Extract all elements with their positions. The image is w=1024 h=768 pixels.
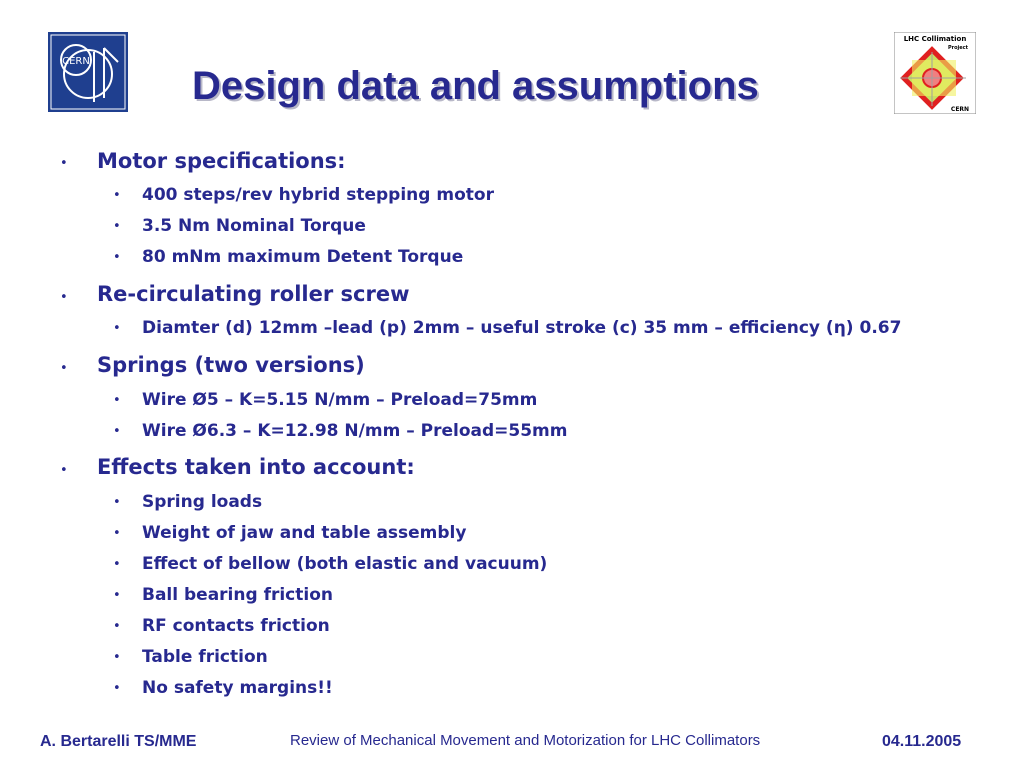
- list-item: Table friction: [142, 647, 268, 667]
- bullet-icon: •: [113, 250, 121, 265]
- bullet-icon: •: [113, 650, 121, 665]
- list-item: Effect of bellow (both elastic and vacuum): [142, 554, 548, 574]
- bullet-icon: •: [113, 681, 121, 696]
- bullet-icon: •: [113, 321, 121, 336]
- footer-talk-title: Review of Mechanical Movement and Motorization for LHC Collimators: [290, 732, 761, 749]
- bullet-icon: •: [113, 588, 121, 603]
- list-item: Diamter (d) 12mm –lead (p) 2mm – useful stroke (c) 35 mm – efficiency (η) 0.67: [142, 318, 902, 338]
- bullet-icon: •: [113, 393, 121, 408]
- list-item: Ball bearing friction: [142, 585, 333, 605]
- section-heading: Motor specifications:: [97, 149, 346, 173]
- list-item: No safety margins!!: [142, 678, 333, 698]
- section-heading: Effects taken into account:: [97, 455, 415, 479]
- list-item: Spring loads: [142, 492, 263, 512]
- list-item: RF contacts friction: [142, 616, 330, 636]
- bullet-icon: •: [60, 156, 68, 171]
- list-item: Wire Ø5 – K=5.15 N/mm – Preload=75mm: [142, 390, 538, 410]
- bullet-icon: •: [113, 619, 121, 634]
- lhc-collimation-logo: [894, 32, 976, 114]
- bullet-icon: •: [60, 463, 68, 478]
- section-heading: Springs (two versions): [97, 353, 365, 377]
- bullet-icon: •: [113, 424, 121, 439]
- bullet-icon: •: [113, 219, 121, 234]
- lhc-logo-line3: CERN: [950, 106, 970, 113]
- list-item: 3.5 Nm Nominal Torque: [142, 216, 366, 236]
- cern-logo-text: CERN: [62, 56, 90, 67]
- bullet-icon: •: [60, 290, 68, 305]
- bullet-icon: •: [113, 526, 121, 541]
- list-item: 80 mNm maximum Detent Torque: [142, 247, 464, 267]
- page-title: Design data and assumptions: [192, 64, 759, 108]
- lhc-logo-line1: LHC Collimation: [903, 35, 967, 43]
- list-item: Wire Ø6.3 – K=12.98 N/mm – Preload=55mm: [142, 421, 568, 441]
- footer-author: A. Bertarelli TS/MME: [40, 733, 197, 750]
- section-heading: Re-circulating roller screw: [97, 282, 410, 306]
- bullet-icon: •: [113, 557, 121, 572]
- lhc-logo-line2: Project: [947, 45, 969, 51]
- footer-date: 04.11.2005: [882, 733, 962, 750]
- list-item: 400 steps/rev hybrid stepping motor: [142, 185, 494, 205]
- cern-logo: [48, 32, 128, 112]
- bullet-icon: •: [113, 495, 121, 510]
- list-item: Weight of jaw and table assembly: [142, 523, 467, 543]
- bullet-icon: •: [60, 361, 68, 376]
- bullet-icon: •: [113, 188, 121, 203]
